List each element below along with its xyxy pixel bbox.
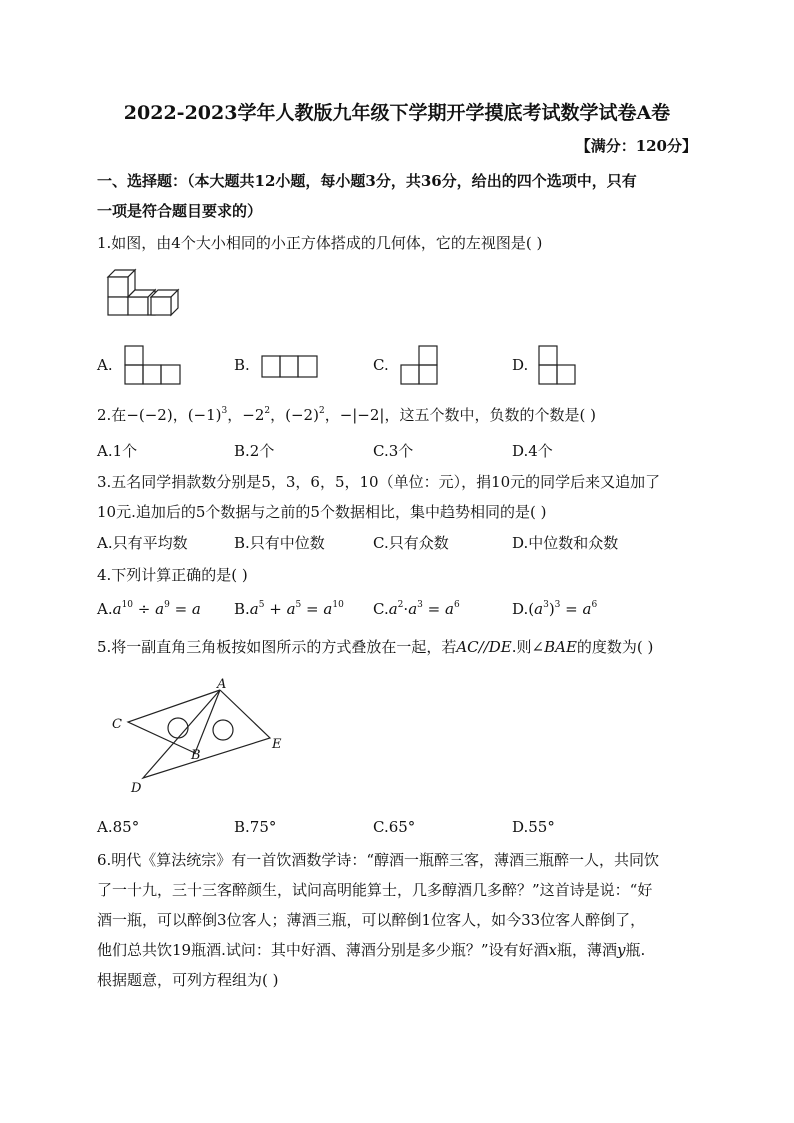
q5-stem-post: 的度数为( ) — [576, 638, 654, 656]
q6-line2: 了一十九，三十三客醉颜生，试问高明能算士，几多醇酒几多醉？”这首诗是说：“好 — [97, 881, 653, 899]
q4-d-eq: = — [560, 600, 583, 618]
q1-option-a-figure — [124, 345, 182, 385]
page-title: 2022-2023学年人教版九年级下学期开学摸底考试数学试卷A卷 — [123, 102, 671, 124]
q1-option-d-figure — [538, 345, 578, 385]
q4-d-result-exp: 6 — [591, 600, 598, 610]
q4-d-result: a — [582, 600, 592, 618]
q2-stem — [97, 404, 596, 425]
q4-c-result: a — [444, 600, 454, 618]
q5-label-c: C — [112, 717, 122, 732]
q4-b-result: a — [323, 600, 333, 618]
q4-d-inner-exp: 3 — [543, 600, 549, 610]
q1-option-c-figure — [400, 345, 440, 385]
q4-d-base: a — [534, 600, 544, 618]
q5-triangle-figure — [100, 675, 300, 800]
q6-line3: 酒一瓶，可以醉倒3位客人；薄酒三瓶，可以醉倒1位客人，如今33位客人醉倒了， — [97, 911, 646, 929]
q4-a-base1: a — [112, 600, 122, 618]
q4-option-a[interactable] — [97, 600, 201, 618]
q5-option-b[interactable]: B.75° — [234, 818, 277, 836]
q4-option-d[interactable] — [512, 600, 597, 618]
q5-option-d[interactable]: D.55° — [512, 818, 555, 836]
q5-label-e: E — [272, 737, 282, 752]
q3-option-a[interactable]: A.只有平均数 — [97, 534, 188, 552]
q4-a-result: a — [191, 600, 201, 618]
q4-d-lparen: ( — [528, 600, 535, 618]
score-note: 【满分：120分】 — [575, 137, 697, 155]
q4-option-b-label: B. — [234, 600, 250, 618]
q3-stem-line1: 3.五名同学捐款数分别是5，3，6，5，10（单位：元），捐10元的同学后来又追加了 — [97, 473, 661, 491]
q1-option-b[interactable]: B. — [234, 356, 250, 374]
q4-a-op: ÷ — [133, 600, 156, 618]
q4-b-base1: a — [249, 600, 259, 618]
q4-c-eq: = — [422, 600, 445, 618]
q6-line5: 根据题意，可列方程组为( ) — [97, 971, 279, 989]
q4-a-exp1: 10 — [121, 600, 134, 610]
q4-a-eq: = — [169, 600, 192, 618]
q4-c-base2: a — [408, 600, 418, 618]
q4-a-exp2: 9 — [164, 600, 170, 610]
q2-expr3-exp: 2 — [264, 406, 271, 416]
q5-option-c[interactable]: C.65° — [373, 818, 416, 836]
q1-option-a[interactable]: A. — [97, 356, 113, 374]
q4-d-rparen: ) — [548, 600, 555, 618]
q2-expr5: ，−|−2| — [324, 406, 385, 424]
q2-option-d[interactable]: D.4个 — [512, 442, 553, 460]
q5-label-a: A — [217, 677, 227, 692]
q4-b-exp2: 5 — [295, 600, 302, 610]
q5-stem-mid: .则 — [511, 638, 532, 656]
q3-option-c[interactable]: C.只有众数 — [373, 534, 449, 552]
q1-option-d[interactable]: D. — [512, 356, 529, 374]
q5-stem — [97, 636, 653, 657]
q2-option-a[interactable]: A.1个 — [97, 442, 138, 460]
q4-c-base1: a — [388, 600, 398, 618]
q4-b-base2: a — [286, 600, 296, 618]
q6-var-x: x — [548, 941, 557, 959]
q4-option-c-label: C. — [373, 600, 389, 618]
q1-option-b-figure — [261, 355, 319, 379]
q5-label-d: D — [131, 781, 142, 796]
q4-b-eq: = — [301, 600, 324, 618]
q3-option-d[interactable]: D.中位数和众数 — [512, 534, 619, 552]
q5-condition: AC//DE — [456, 638, 512, 656]
q2-expr4: ，(−2) — [270, 406, 319, 424]
q1-option-c[interactable]: C. — [373, 356, 389, 374]
q4-option-c[interactable] — [373, 600, 460, 618]
q2-expr2-exp: 3 — [221, 406, 228, 416]
q2-expr3: ，−2 — [227, 406, 265, 424]
q4-option-b[interactable] — [234, 600, 344, 618]
q5-angle: ∠BAE — [531, 638, 577, 656]
q4-b-exp1: 5 — [258, 600, 265, 610]
q2-option-b[interactable]: B.2个 — [234, 442, 275, 460]
q2-stem-pre: 2.在 — [97, 406, 127, 424]
q2-stem-post: ，这五个数中，负数的个数是( ) — [384, 406, 596, 424]
q6-line4 — [97, 939, 645, 960]
section-header-line2: 一项是符合题目要求的） — [97, 202, 263, 220]
section-header-line1: 一、选择题：（本大题共12小题，每小题3分，共36分，给出的四个选项中，只有 — [97, 172, 637, 190]
q3-option-b[interactable]: B.只有中位数 — [234, 534, 325, 552]
q4-b-op: + — [264, 600, 287, 618]
q4-b-result-exp: 10 — [332, 600, 344, 610]
q4-a-base2: a — [155, 600, 165, 618]
q3-stem-line2: 10元.追加后的5个数据与之前的5个数据相比，集中趋势相同的是( ) — [97, 503, 547, 521]
q2-expr2: (−1) — [187, 406, 222, 424]
q6-line4-mid: 瓶，薄酒 — [557, 941, 618, 959]
q5-label-b: B — [191, 748, 201, 763]
q1-cube-figure — [106, 268, 188, 318]
q4-d-outer-exp: 3 — [554, 600, 561, 610]
q6-line4-pre: 他们总共饮19瓶酒.试问：其中好酒、薄酒分别是多少瓶？”设有好酒 — [97, 941, 549, 959]
q2-expr4-exp: 2 — [318, 406, 325, 416]
q6-line4-post: 瓶. — [625, 941, 646, 959]
q6-line1: 6.明代《算法统宗》有一首饮酒数学诗：“醇酒一瓶醉三客，薄酒三瓶醉一人，共同饮 — [97, 851, 659, 869]
q4-option-a-label: A. — [97, 600, 113, 618]
q4-option-d-label: D. — [512, 600, 529, 618]
q2-expr1: −(−2)， — [126, 406, 188, 424]
q6-var-y: y — [617, 941, 626, 959]
q1-stem: 1.如图，由4个大小相同的小正方体搭成的几何体，它的左视图是( ) — [97, 234, 543, 252]
q4-c-op: · — [403, 600, 409, 618]
q4-c-result-exp: 6 — [453, 600, 460, 610]
q4-c-exp1: 2 — [397, 600, 404, 610]
q5-stem-pre: 5.将一副直角三角板按如图所示的方式叠放在一起，若 — [97, 638, 457, 656]
q4-c-exp2: 3 — [417, 600, 423, 610]
q5-option-a[interactable]: A.85° — [97, 818, 140, 836]
q4-stem: 4.下列计算正确的是( ) — [97, 566, 248, 584]
q2-option-c[interactable]: C.3个 — [373, 442, 414, 460]
